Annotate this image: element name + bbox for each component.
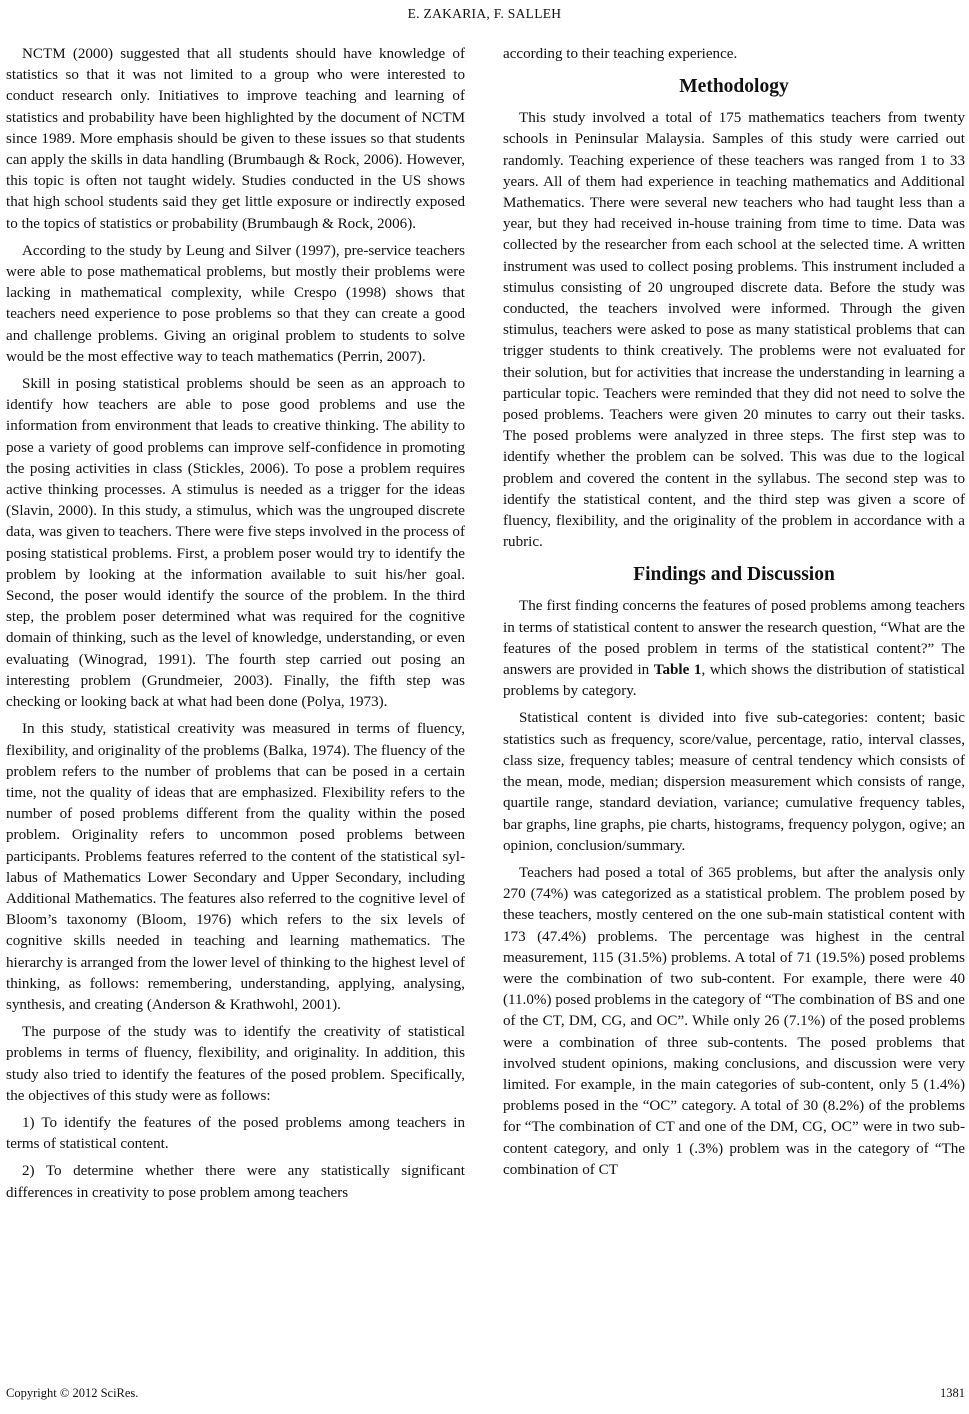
running-head: E. ZAKARIA, F. SALLEH <box>407 6 562 21</box>
continuation-text: according to their teaching experience. <box>503 46 738 62</box>
right-column <box>503 44 965 1187</box>
objective-1: 1) To identify the features of the posed problems among teachers in terms of statistical content. <box>6 1114 465 1153</box>
findings-heading: Findings and Discussion <box>633 564 835 586</box>
paragraph-nctm: NCTM (2000) suggested that all students should have knowledge of statistics so that it was not limited to a group who were interested to conduct research only. Initiatives to improve teaching and learning of statistics and probability have been highlighted by the document of NCTM since 1989. More emphasis should be given to these issues so that students can apply the skills in data handling (Brumbaugh & Rock, 2006). However, this topic is often not taught widely. Studies conducted in the US shows that high school students said they get little exposure or indirectly exposed to the topics of statistics or probability (Brumbaugh & Rock, 2006). <box>6 46 465 232</box>
table-1-reference[interactable]: Table 1 <box>653 662 702 679</box>
findings-paragraph-1 <box>503 596 965 702</box>
page-footer <box>6 1386 965 1401</box>
paragraph-creativity-measure: In this study, statistical creativity was measured in terms of fluency, flexibility, and originality of the problems (Balka, 1974). The fluency of the problem refers to the number of problems that can be posed in a certain time, not the quality of ideas that are emphasized. Flexibility refers to the number of posed problems different from the quality within the posed problem. Originality refers to uncommon posed problems between participants. Problems features referred to the content of the statistical syllabus of Mathematics Lower Secondary and Upper Secondary, including Additional Mathematics. The features also referred to the cognitive level of Bloom’s taxonomy (Bloom, 1976) which refers to the six levels of cognitive skills needed in teaching and learning mathematics. The hierarchy is arranged from the lower level of thinking to the highest level of thinking, as follows: remembering, understanding, applying, analysing, synthesis, and creating (Anderson & Krathwohl, 2001). <box>6 721 465 1013</box>
findings-p1-after: , which shows the distribution of statistical problems by category. <box>503 662 965 700</box>
methodology-paragraph: This study involved a total of 175 mathematics teachers from twenty schools in Peninsular Malaysia. Samples of this study were carried out randomly. Teaching experience of these teachers was ranged from 1 to 33 years. All of them had experience in teaching mathematics and Additional Mathematics. There were several new teachers who had taught less than a year, but they had received in-house training from time to time. Data was collected by the researcher from each school at the selected time. A written instrument was used to collect posing problems. This instrument included a stimulus consisting of 20 ungrouped discrete data. Before the study was conducted, the teachers involved were informed. Through the given stimulus, teachers were asked to pose as many statistical problems that can trigger students to think creatively. The problems were not evaluated for their solution, but for activities that increase the understanding in learning a particular topic. Teachers were reminded that they did not need to solve the posed problems. Teachers were given 20 minutes to carry out their tasks. The posed problems were analyzed in three steps. The first step was to identify whether the problem can be solved. This was due to the logical problem and covered the content in the syllabus. The second step was to identify the statistical content, and the third step was given a score of fluency, flexibility, and the originality of the problem in accordance with a rubric. <box>503 110 965 551</box>
paragraph-purpose: The purpose of the study was to identify the creativity of statistical problems in terms of fluency, flexibility, and originality. In addition, this study also tried to identify the features of the posed problem. Specifically, the objectives of this study were as follows: <box>6 1024 465 1104</box>
objective-2: 2) To determine whether there were any statistically significant differences in creativity to pose problem among teachers <box>6 1163 465 1201</box>
findings-p1-before: The first finding concerns the features of posed problems among teachers in terms of statistical content to answer the research question, “What are the features of the posed problem in terms of the statistical content?” The answers are provided in <box>503 598 965 679</box>
findings-paragraph-2: Statistical content is divided into five sub-categories: content; basic statistics such as frequency, score/value, percentage, ratio, interval classes, class size, frequency tables; measure of central tendency which consists of the mean, mode, median; dispersion measurement which consists of range, quartile range, standard deviation, variance; cumulative frequency tables, bar graphs, line graphs, pie charts, histograms, frequency polygon, ogive; an opinion, conclusion/summary. <box>503 710 965 854</box>
paragraph-leung-silver: According to the study by Leung and Silver (1997), pre-service teachers were able to pose mathematical problems, but mostly their problems were lacking in mathematical complexity, while Crespo (1998) shows that teachers need experience to pose problems so that they can create a good and challenge problems. Giving an original problem to students to solve would be the most effective way to teach mathematics (Perrin, 2007). <box>6 242 465 365</box>
left-column <box>6 44 465 1210</box>
findings-paragraph-3: Teachers had posed a total of 365 problems, but after the analysis only 270 (74%) was categorized as a statistical problem. The problem posed by these teachers, mostly centered on the one sub-main statistical content with 173 (47.4%) problems. The percentage was highest in the central measurement, 115 (31.5%) problems. A total of 71 (19.5%) posed problems were the combination of two sub-content. For example, there were 40 (11.0%) posed problems in the category of “The combination of BS and one of the CT, DM, CG, and OC”. While only 26 (7.1%) of the posed problems were a combination of three sub-contents. The posed problems that involved student opinions, making conclusions, and discussion were very limited. For example, in the main categories of sub-content, only 5 (1.4%) problems posed in the “OC” category. A total of 30 (8.2%) of the problems for “The combination of CT and one of the DM, CG, OC” were in two sub-content category, and only 1 (.3%) problem was in the category of “The combination of CT <box>503 864 965 1178</box>
page-number: 1381 <box>940 1386 965 1400</box>
copyright-notice: Copyright © 2012 SciRes. <box>6 1386 139 1400</box>
methodology-heading: Methodology <box>679 76 789 98</box>
paragraph-posing-skill: Skill in posing statistical problems should be seen as an approach to identify how teachers are able to pose good problems and use the information from environment that leads to creative thinking. The ability to pose a variety of good problems can improve self-confidence in promoting the posing activities in class (Stickles, 2006). To pose a problem requires active thinking processes. A stimulus is needed as a trigger for the ideas (Slavin, 2000). In this study, a stimulus, which was the ungrouped discrete data, was given to teachers. There were five steps involved in the process of posing statistical problems. First, a problem poser would try to identify the problem by looking at the information available to suit his/her goal. Second, the poser would identify the source of the problem. In the third step, the problem poser determined what was required for the cognitive domain of thinking, such as the level of knowledge, understanding, or even evaluating (Winograd, 1991). The fourth step carried out posing an interesting problem (Grundmeier, 2003). Finally, the fifth step was checking or looking back at what had been done (Polya, 1973). <box>6 376 465 711</box>
